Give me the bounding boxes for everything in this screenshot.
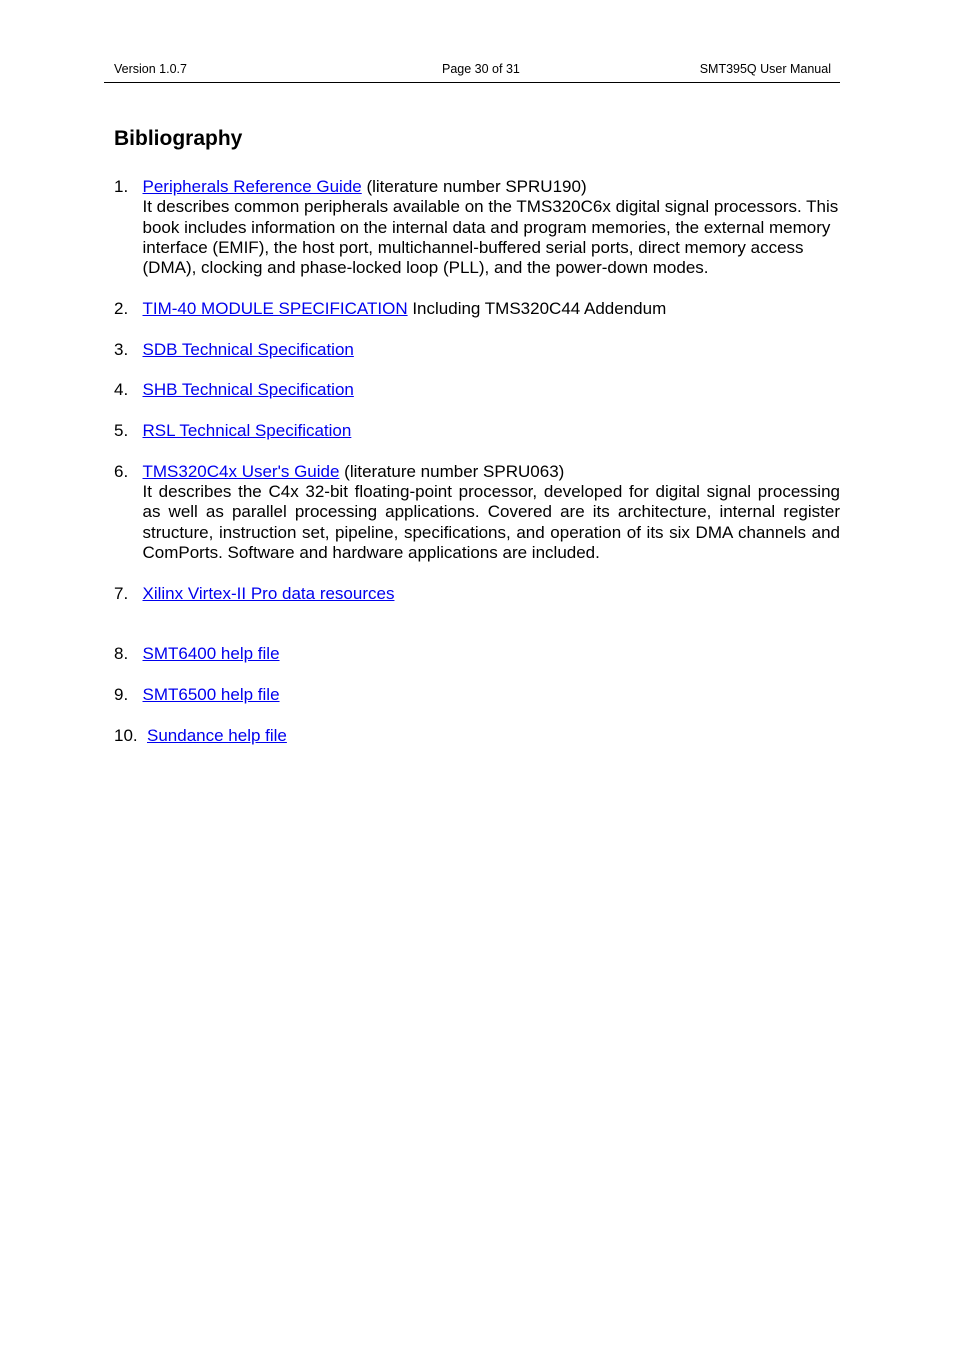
- bibliography-list: [114, 177, 840, 766]
- peripherals-reference-guide-link[interactable]: Peripherals Reference Guide: [142, 177, 362, 196]
- bibliography-item-5: [114, 421, 840, 441]
- item-number: 9.: [114, 685, 129, 705]
- bibliography-item-8: [114, 644, 840, 664]
- page-header: [104, 62, 840, 83]
- header-manual-title: SMT395Q User Manual: [699, 62, 831, 76]
- item-number: 2.: [114, 298, 129, 318]
- bibliography-item-3: [114, 340, 840, 360]
- item-number: 5.: [114, 420, 129, 440]
- item-note: (literature number SPRU190): [361, 177, 587, 196]
- rsl-technical-specification-link[interactable]: RSL Technical Specification: [142, 420, 352, 440]
- item-number: 7.: [114, 583, 129, 603]
- item-number: 3.: [114, 339, 129, 359]
- item-number: 6.: [114, 461, 129, 481]
- bibliography-item-9: [114, 685, 840, 705]
- item-number: 1.: [114, 177, 129, 196]
- bibliography-item-4: [114, 380, 840, 400]
- smt6500-help-file-link[interactable]: SMT6500 help file: [142, 685, 280, 705]
- item-note: Including TMS320C44 Addendum: [407, 298, 667, 318]
- tim40-module-specification-link[interactable]: TIM-40 MODULE SPECIFICATION: [142, 298, 408, 318]
- bibliography-item-2: [114, 299, 840, 319]
- item-note: (literature number SPRU063): [339, 461, 565, 481]
- item-number: 4.: [114, 380, 129, 400]
- header-page-number: Page 30 of 31: [442, 62, 520, 76]
- bibliography-item-6: [114, 462, 840, 563]
- sdb-technical-specification-link[interactable]: SDB Technical Specification: [142, 339, 354, 359]
- page-title: Bibliography: [114, 127, 243, 150]
- item-description: It describes the C4x 32-bit floating-point processor, developed for digital signal processing as well as parallel processing applications. Covered are its architecture, internal register structure, instruction set, pipeline, specifications, and operation of its six DMA channels and ComPorts. Software and hardware applications are included.: [142, 481, 840, 562]
- bibliography-item-7: [114, 584, 840, 604]
- shb-technical-specification-link[interactable]: SHB Technical Specification: [142, 380, 354, 400]
- item-number: 8.: [114, 644, 129, 664]
- bibliography-item-10: [114, 726, 840, 746]
- bibliography-item-1: [114, 177, 840, 278]
- item-description: It describes common peripherals available on the TMS320C6x digital signal processors. This book includes information on the internal data and program memories, the external memory interface (EMIF), the host port, multichannel-buffered serial ports, direct memory access (DMA), clocking and phase-locked loop (PLL), and the power-down modes.: [142, 197, 839, 278]
- tms320c4x-users-guide-link[interactable]: TMS320C4x User's Guide: [142, 461, 340, 481]
- smt6400-help-file-link[interactable]: SMT6400 help file: [142, 644, 280, 664]
- sundance-help-file-link[interactable]: Sundance help file: [147, 725, 287, 745]
- header-version: Version 1.0.7: [114, 62, 187, 76]
- xilinx-virtex-ii-pro-link[interactable]: Xilinx Virtex-II Pro data resources: [142, 583, 395, 603]
- item-number: 10.: [114, 725, 138, 745]
